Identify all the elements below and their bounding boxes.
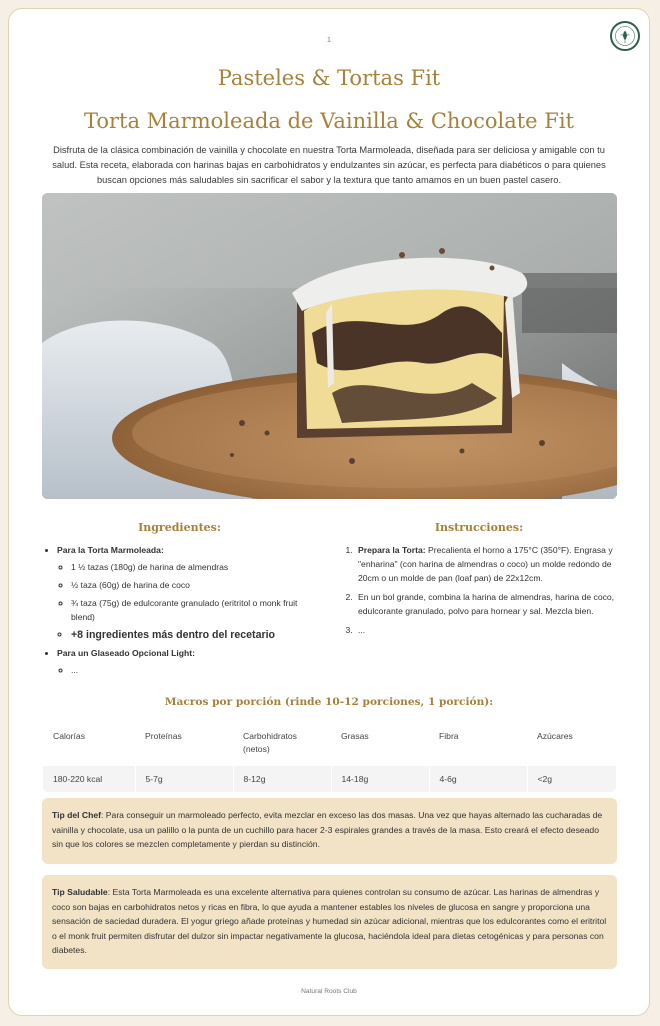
intro-paragraph: Disfruta de la clásica combinación de vainilla y chocolate en nuestra Torta Marmoleada, diseñada para ser deliciosa y amigable con tu salud. Esta receta, elaborada con harinas bajas en carbohidratos y endulzantes sin azúcar, es perfecta para diabéticos o para quienes buscan opciones más saludables sin sacrificar el sabor y la textura que tanto amamos en un buen pastel casero. bbox=[52, 145, 606, 185]
step-text: Precalienta el horno a 175°C (350°F). Engrasa y "enharina" (con harina de almendras o coco) un molde redondo de 20cm o un molde de pan (loaf pan) de 22x12cm. bbox=[358, 545, 613, 583]
column-header: Fibra bbox=[429, 721, 527, 767]
table-cell: 4-6g bbox=[429, 766, 527, 793]
ingredient-group-label: Para la Torta Marmoleada: bbox=[57, 545, 164, 555]
ingredient-group bbox=[57, 543, 312, 642]
recipe-title: Torta Marmoleada de Vainilla & Chocolate Fit bbox=[83, 109, 574, 133]
column-header: Proteínas bbox=[135, 721, 233, 767]
chef-tip-label: Tip del Chef bbox=[52, 810, 102, 820]
table-cell: <2g bbox=[527, 766, 617, 793]
marble-cake-photo bbox=[42, 193, 617, 499]
instructions-heading: Instrucciones: bbox=[434, 521, 524, 534]
table-row bbox=[43, 766, 617, 793]
ingredient-group bbox=[57, 646, 312, 677]
list-item: ◦ ... bbox=[71, 663, 312, 677]
column-header: Carbohidratos (netos) bbox=[233, 721, 331, 767]
chef-tip-text: : Para conseguir un marmoleado perfecto, evita mezclar en exceso las dos masas. Una vez que hayas alternado las cucharadas de vainilla y chocolate, usa un palillo o la punta de un cuchillo para hacer 2-3 espirales grandes a través de la masa. Esto creará el efecto deseado sin que los colores se mezclen completamente y pierdan su distinción. bbox=[52, 810, 603, 849]
health-tip-text: : Esta Torta Marmoleada es una excelente alternativa para quienes controlan su consumo de azúcar. Las harinas de almendras y coco son bajas en carbohidratos netos y ricas en fibra, lo que ayuda a mantener estables los niveles de glucosa en sangre y proporciona una sensación de saciedad duradera. El yogur griego añade proteínas y humedad sin azúcar adicional, mientras que los edulcorantes como el eritritol o el monk fruit permiten disfrutar del dulzor sin impactar negativamente la glucosa, haciéndola ideal para dietas cetogénicas y para personas con diabetes. bbox=[52, 887, 607, 955]
column-header: Azúcares bbox=[527, 721, 617, 767]
macros-table bbox=[42, 720, 617, 793]
table-cell: 5-7g bbox=[135, 766, 233, 793]
ingredient-group-label: Para un Glaseado Opcional Light: bbox=[57, 648, 195, 658]
instructions-list bbox=[339, 543, 619, 642]
column-header: Calorías bbox=[43, 721, 136, 767]
macros-heading: Macros por porción (rinde 10-12 porciones, 1 porción): bbox=[164, 696, 494, 708]
page-footer: Natural Roots Club bbox=[301, 988, 357, 995]
category-title: Pasteles & Tortas Fit bbox=[217, 66, 441, 90]
ingredients-heading: Ingredientes: bbox=[138, 521, 221, 534]
list-item: ◦ 1 ½ tazas (180g) de harina de almendras bbox=[71, 560, 312, 574]
recipe-page bbox=[8, 8, 650, 1016]
table-cell: 180-220 kcal bbox=[43, 766, 136, 793]
list-item: ◦ ¾ taza (75g) de edulcorante granulado (eritritol o monk fruit blend) bbox=[71, 596, 312, 624]
instruction-step bbox=[355, 543, 619, 585]
health-tip-label: Tip Saludable bbox=[52, 887, 108, 897]
instruction-step: 2. En un bol grande, combina la harina de almendras, harina de coco, edulcorante granulado, polvo para hornear y sal. Mezcla bien. bbox=[355, 590, 619, 618]
table-cell: 14-18g bbox=[331, 766, 429, 793]
instruction-step: 3. ... bbox=[355, 623, 619, 637]
leaf-logo-icon bbox=[610, 21, 640, 51]
list-item: ◦ ½ taza (60g) de harina de coco bbox=[71, 578, 312, 592]
chef-tip-box bbox=[42, 798, 617, 864]
ingredients-list bbox=[42, 543, 312, 681]
more-ingredients-link[interactable]: ◦ +8 ingredientes más dentro del recetario bbox=[71, 628, 312, 642]
column-header: Grasas bbox=[331, 721, 429, 767]
table-cell: 8-12g bbox=[233, 766, 331, 793]
health-tip-box bbox=[42, 875, 617, 969]
step-label: Prepara la Torta: bbox=[358, 545, 426, 555]
page-number: 1 bbox=[327, 37, 331, 44]
table-header-row bbox=[43, 721, 617, 767]
